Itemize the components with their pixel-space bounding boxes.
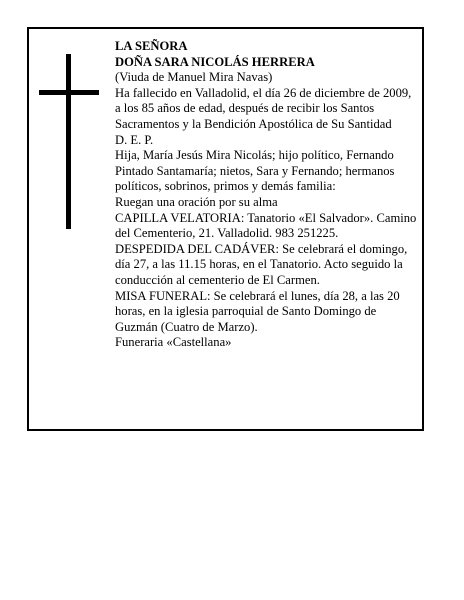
rip-line: D. E. P. [115,132,154,147]
obituary-notice [27,27,424,431]
wake-chapel-info: CAPILLA VELATORIA: Tanatorio «El Salvador». Camino del Cementerio, 21. Valladolid. 983 251225. [115,210,417,241]
death-statement: Ha fallecido en Valladolid, el día 26 de diciembre de 2009, a los 85 años de edad, después de recibir los Santos Sacramentos y la Bendición Apostólica de Su Santidad [115,85,412,131]
farewell-info: DESPEDIDA DEL CADÁVER: Se celebrará el domingo, día 27, a las 11.15 horas, en el Tanatorio. Acto seguido la conducción al cementerio de El Carmen. [115,241,408,287]
deceased-name: DOÑA SARA NICOLÁS HERRERA [115,54,315,69]
widow-of-line: (Viuda de Manuel Mira Navas) [115,70,273,85]
cross-vertical-bar [66,54,71,229]
notice-text [115,39,417,351]
funeral-home: Funeraria «Castellana» [115,335,232,350]
funeral-mass-info: MISA FUNERAL: Se celebrará el lunes, día 28, a las 20 horas, en la iglesia parroquial de Santo Domingo de Guzmán (Cuatro de Marzo). [115,288,400,334]
cross-icon [39,54,99,229]
family-line: Hija, María Jesús Mira Nicolás; hijo político, Fernando Pintado Santamaría; nietos, Sara y Fernando; hermanos políticos, sobrinos, primos y demás familia: [115,148,395,194]
prayer-request: Ruegan una oración por su alma [115,194,278,209]
cross-horizontal-bar [39,90,99,95]
notice-heading: LA SEÑORA [115,39,188,53]
